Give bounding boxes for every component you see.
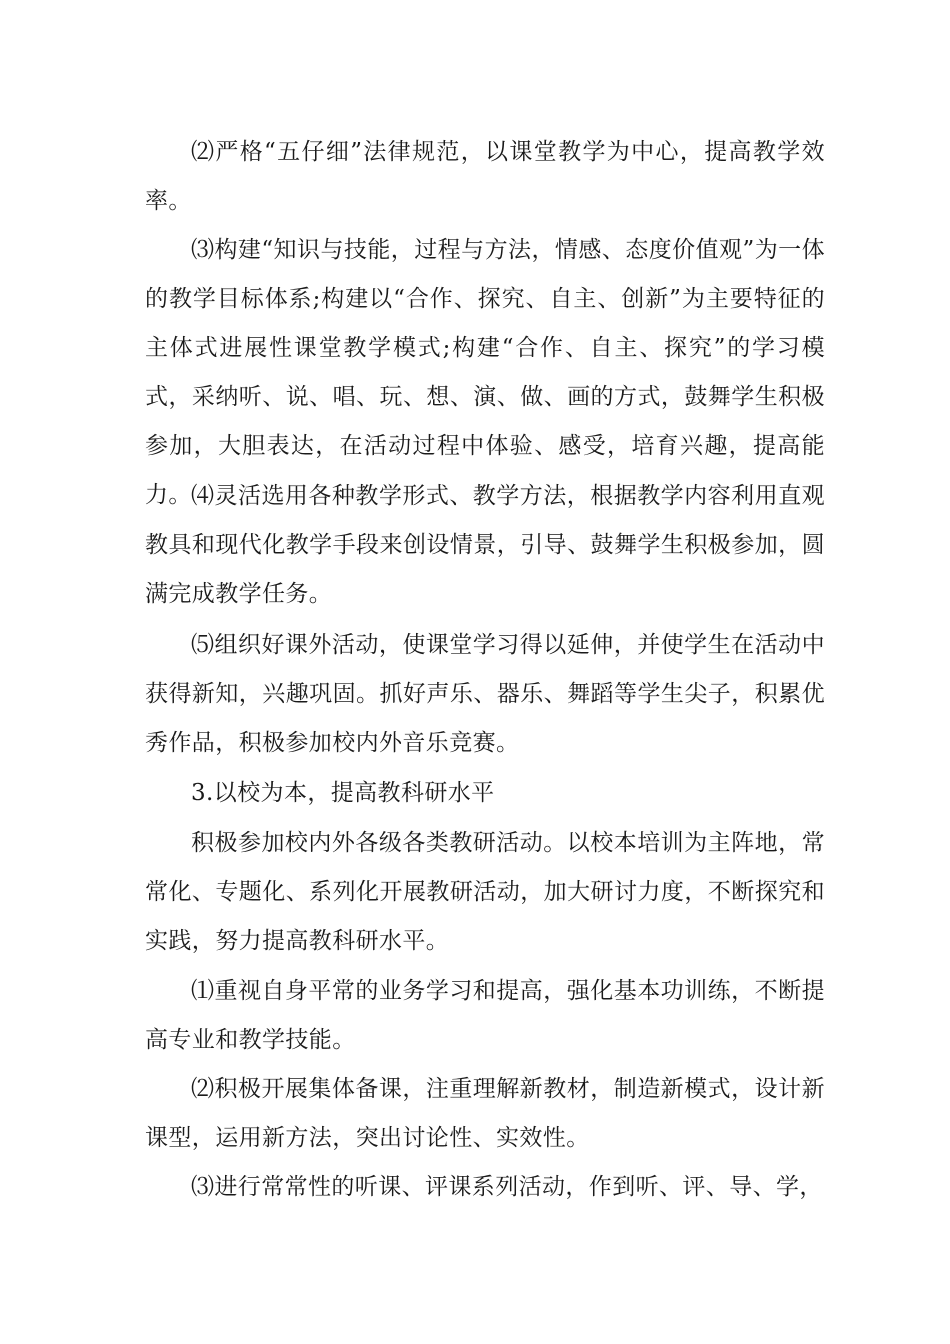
paragraph-collective-planning: ⑵积极开展集体备课，注重理解新教材，制造新模式，设计新课型，运用新方法，突出讨论性、实效性。 bbox=[145, 1076, 825, 1151]
paragraph-teaching-model: ⑶构建“知识与技能，过程与方法，情感、态度价值观”为一体的教学目标体系;构建以“合作、探究、自主、创新”为主要特征的主体式进展性课堂教学模式;构建“合作、自主、探究”的学习模式，采纳听、说、唱、玩、想、演、做、画的方式，鼓舞学生积极参加，大胆表达，在活动过程中体验、感受，培育兴趣，提高能力。 bbox=[145, 237, 825, 508]
paragraph-teaching-efficiency: ⑵严格“五仔细”法律规范，以课堂教学为中心，提高教学效率。 bbox=[145, 139, 825, 214]
paragraph-self-study: ⑴重视自身平常的业务学习和提高，强化基本功训练，不断提高专业和教学技能。 bbox=[145, 978, 825, 1053]
paragraph-extracurricular: ⑸组织好课外活动，使课堂学习得以延伸，并使学生在活动中获得新知，兴趣巩固。抓好声乐、器乐、舞蹈等学生尖子，积累优秀作品，积极参加校内外音乐竞赛。 bbox=[145, 632, 825, 756]
paragraph-teaching-research: 积极参加校内外各级各类教研活动。以校本培训为主阵地，常常化、专题化、系列化开展教研活动，加大研讨力度，不断探究和实践，努力提高教科研水平。 bbox=[145, 830, 825, 954]
paragraph-lesson-observation: ⑶进行常常性的听课、评课系列活动，作到听、评、导、学， bbox=[191, 1174, 823, 1200]
section-heading: 3.以校为本，提高教科研水平 bbox=[191, 780, 495, 806]
paragraph-teaching-methods: ⑷灵活选用各种教学形式、教学方法，根据教学内容利用直观教具和现代化教学手段来创设情景，引导、鼓舞学生积极参加，圆满完成教学任务。 bbox=[145, 483, 825, 607]
